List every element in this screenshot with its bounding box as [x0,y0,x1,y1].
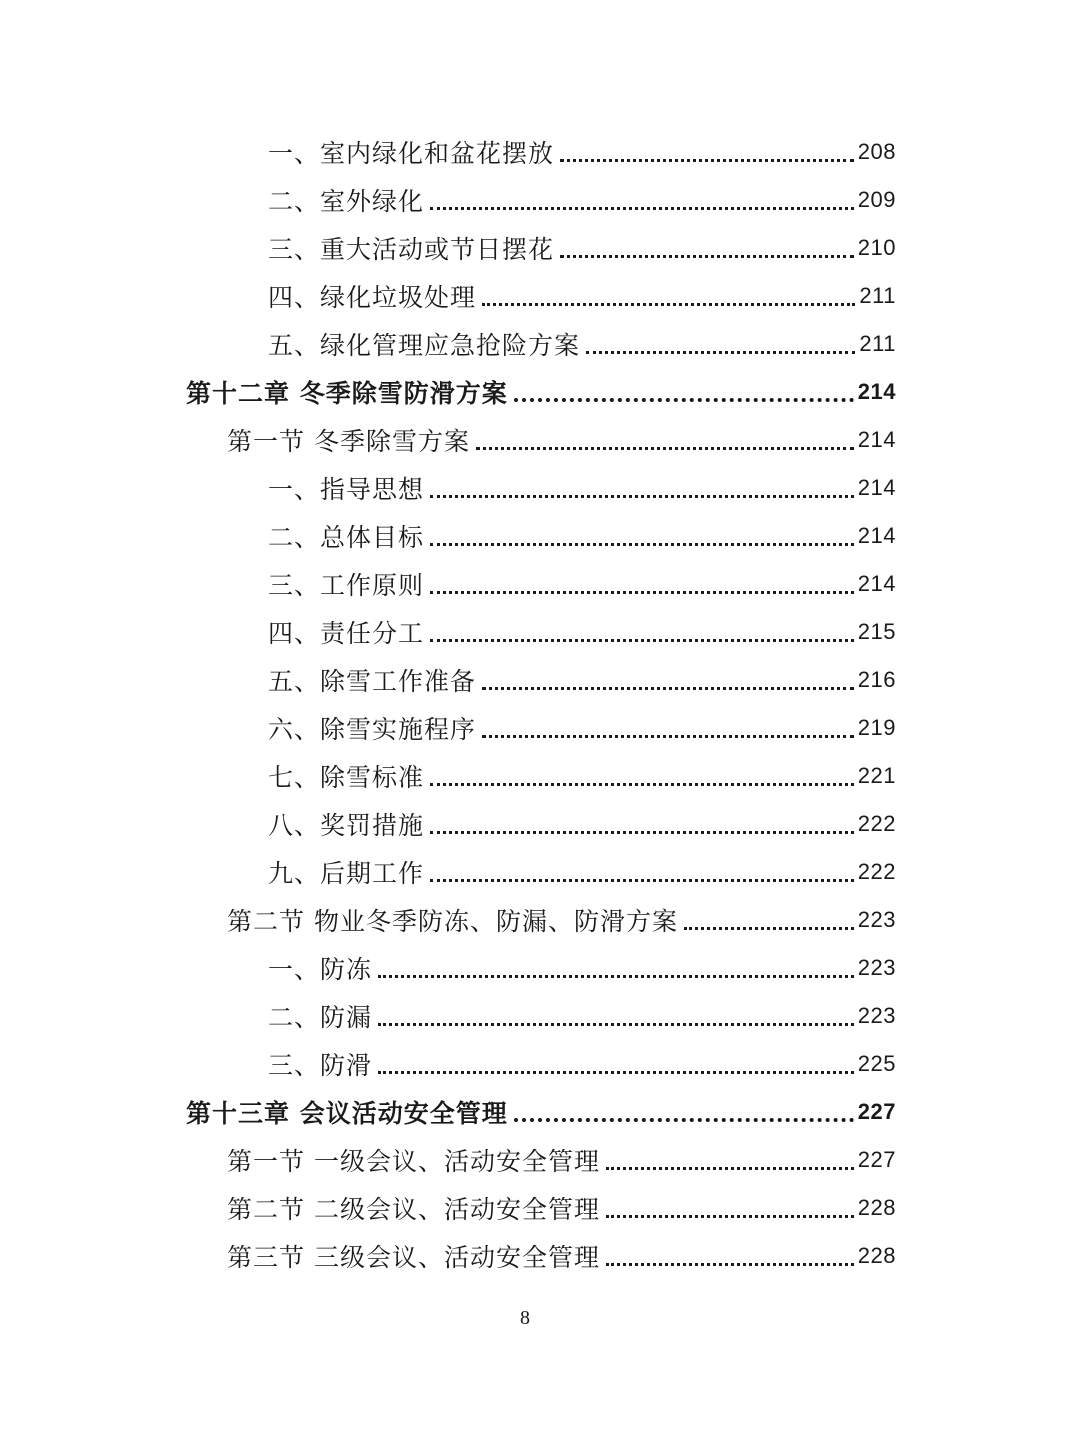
toc-entry-title: 一、指导思想 [268,475,425,504]
toc-leader-dots [430,783,854,786]
toc-entry-item[interactable] [0,656,1080,704]
toc-entry-title: 一、室内绿化和盆花摆放 [268,139,555,168]
toc-entry-title: 三、防滑 [268,1051,373,1080]
toc-entry-item[interactable] [0,800,1080,848]
toc-entry-title: 二、防漏 [268,1003,373,1032]
toc-leader-dots [430,879,854,882]
page-number: 8 [520,1307,530,1329]
toc-entry-page: 219 [857,715,896,740]
toc-entry-item[interactable] [0,608,1080,656]
toc-entry-title: 第二节 二级会议、活动安全管理 [227,1195,600,1224]
toc-entry-item[interactable] [0,944,1080,992]
toc-entry-page: 225 [857,1051,896,1076]
toc-entry-title: 一、防冻 [268,955,373,984]
toc-leader-dots [482,687,854,690]
toc-leader-dots [514,398,854,402]
toc-entry-page: 216 [857,667,896,692]
toc-entry-item[interactable] [0,272,1080,320]
toc-leader-dots [430,207,854,210]
toc-entry-page: 222 [857,859,896,884]
toc-leader-dots [430,831,854,834]
toc-entry-title: 二、总体目标 [268,523,425,552]
toc-leader-dots [482,735,854,738]
toc-entry-title: 第十二章 冬季除雪防滑方案 [186,379,508,408]
toc-entry-page: 223 [857,955,896,980]
toc-entry-chapter[interactable] [0,368,1080,416]
toc-entry-item[interactable] [0,848,1080,896]
toc-entry-title: 五、绿化管理应急抢险方案 [268,331,581,360]
toc-entry-section[interactable] [0,1136,1080,1184]
toc-entry-section[interactable] [0,896,1080,944]
toc-entry-page: 227 [857,1099,896,1124]
toc-entry-page: 214 [857,379,896,404]
toc-entry-page: 214 [857,475,896,500]
toc-entry-item[interactable] [0,1040,1080,1088]
toc-entry-item[interactable] [0,464,1080,512]
table-of-contents [0,128,1080,1280]
toc-leader-dots [378,1071,854,1074]
toc-entry-item[interactable] [0,320,1080,368]
toc-leader-dots [476,447,854,450]
toc-entry-title: 第二节 物业冬季防冻、防漏、防滑方案 [227,907,678,936]
toc-entry-title: 八、奖罚措施 [268,811,425,840]
toc-leader-dots [430,495,854,498]
toc-leader-dots [430,543,854,546]
toc-leader-dots [560,159,854,162]
toc-entry-page: 215 [857,619,896,644]
toc-entry-page: 223 [857,907,896,932]
toc-entry-section[interactable] [0,1232,1080,1280]
toc-entry-item[interactable] [0,752,1080,800]
toc-entry-page: 210 [857,235,896,260]
toc-leader-dots [430,639,854,642]
toc-leader-dots [430,591,854,594]
toc-leader-dots [606,1215,854,1218]
toc-leader-dots [514,1118,854,1122]
toc-entry-page: 228 [857,1243,896,1268]
toc-entry-item[interactable] [0,128,1080,176]
toc-entry-title: 第三节 三级会议、活动安全管理 [227,1243,600,1272]
toc-entry-item[interactable] [0,560,1080,608]
toc-entry-page: 211 [859,331,896,356]
toc-entry-title: 第一节 冬季除雪方案 [227,427,470,456]
toc-leader-dots [606,1167,854,1170]
toc-leader-dots [560,255,854,258]
toc-entry-item[interactable] [0,704,1080,752]
toc-entry-title: 六、除雪实施程序 [268,715,477,744]
toc-entry-chapter[interactable] [0,1088,1080,1136]
toc-entry-title: 第十三章 会议活动安全管理 [186,1099,508,1128]
toc-entry-title: 七、除雪标准 [268,763,425,792]
toc-entry-item[interactable] [0,176,1080,224]
toc-entry-title: 二、室外绿化 [268,187,425,216]
toc-entry-item[interactable] [0,992,1080,1040]
toc-entry-page: 227 [857,1147,896,1172]
toc-entry-page: 209 [857,187,896,212]
toc-entry-title: 三、工作原则 [268,571,425,600]
toc-leader-dots [606,1263,854,1266]
toc-entry-page: 228 [857,1195,896,1220]
toc-leader-dots [684,927,854,930]
toc-entry-page: 214 [857,571,896,596]
toc-entry-title: 九、后期工作 [268,859,425,888]
toc-leader-dots [378,1023,854,1026]
toc-entry-title: 第一节 一级会议、活动安全管理 [227,1147,600,1176]
toc-entry-item[interactable] [0,512,1080,560]
toc-entry-title: 三、重大活动或节日摆花 [268,235,555,264]
toc-entry-page: 223 [857,1003,896,1028]
toc-entry-title: 四、责任分工 [268,619,425,648]
toc-entry-page: 211 [859,283,896,308]
toc-entry-page: 214 [857,427,896,452]
toc-leader-dots [482,303,855,306]
toc-entry-title: 五、除雪工作准备 [268,667,477,696]
toc-entry-page: 221 [857,763,896,788]
toc-entry-section[interactable] [0,416,1080,464]
toc-leader-dots [378,975,854,978]
toc-leader-dots [586,351,855,354]
toc-entry-section[interactable] [0,1184,1080,1232]
toc-entry-item[interactable] [0,224,1080,272]
toc-entry-page: 222 [857,811,896,836]
toc-entry-title: 四、绿化垃圾处理 [268,283,477,312]
toc-entry-page: 214 [857,523,896,548]
toc-entry-page: 208 [857,139,896,164]
